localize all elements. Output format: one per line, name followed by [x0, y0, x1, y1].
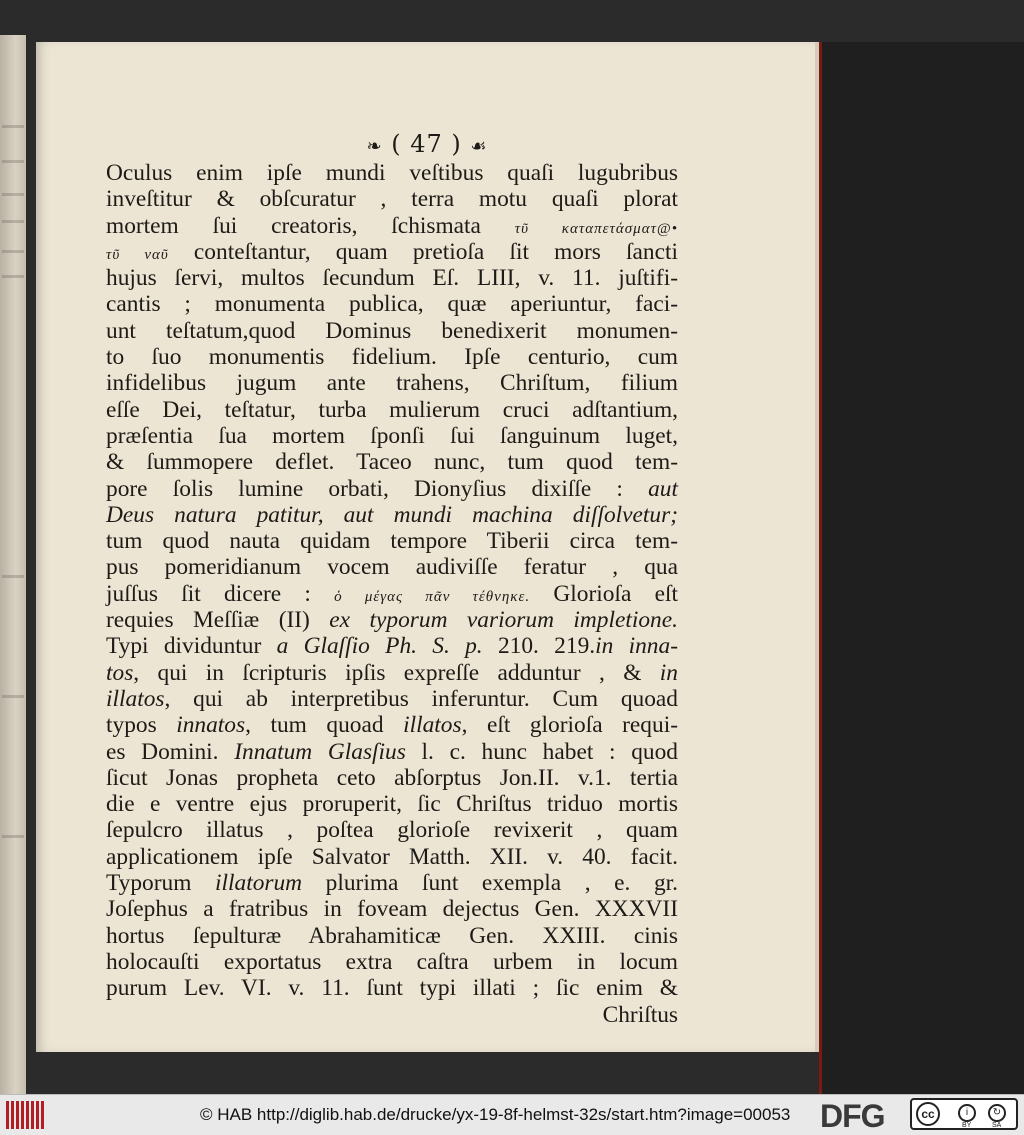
body-text	[106, 160, 678, 1028]
cc-license-badge[interactable]	[910, 1098, 1018, 1130]
by-label: BY	[962, 1122, 972, 1129]
text-line	[106, 476, 678, 502]
source-link[interactable]: © HAB http://diglib.hab.de/drucke/yx-19-8f-helmst-32s/start.htm?image=00053	[200, 1105, 791, 1124]
text-segment: , eſt glorioſa requi-	[461, 712, 678, 739]
text-line	[106, 581, 678, 607]
text-segment: conteſtantur, quam pretioſa ſit mors ſancti	[193, 238, 679, 265]
bleed-through-mark	[2, 275, 24, 278]
text-segment: plurima ſunt exempla , e. gr.	[325, 870, 678, 897]
bleed-through-mark	[2, 160, 24, 163]
text-line: præſentia ſua mortem ſponſi ſui ſanguinum luget,	[106, 422, 678, 449]
page-number: ( 47 )	[391, 130, 462, 158]
text-line: ſepulcro illatus , poſtea glorioſe revixerit , quam	[106, 817, 678, 844]
text-segment: Typi dividuntur	[106, 633, 262, 660]
text-line: inveſtitur & obſcuratur , terra motu quaſi plorat	[106, 186, 678, 213]
bleed-through-mark	[2, 835, 24, 838]
dfg-logo: DFG	[820, 1098, 885, 1134]
text-line: ſicut Jonas propheta ceto abſorptus Jon.II. v.1. tertia	[106, 764, 678, 791]
footer-bar	[0, 1094, 1024, 1135]
bleed-through-mark	[2, 250, 24, 253]
greek-text: τῦ καταπετάσματ@•	[514, 220, 678, 237]
italic-text: illatorum	[215, 870, 303, 897]
bleed-through-mark	[2, 125, 24, 128]
text-line: unt teſtatum,quod Dominus benedixerit monumen-	[106, 317, 678, 344]
hab-logo-icon	[6, 1101, 44, 1129]
binding-background	[819, 42, 1024, 1094]
page-header	[36, 130, 818, 158]
text-segment: Glorioſa eſt	[553, 580, 678, 607]
bleed-through-mark	[2, 193, 24, 196]
text-line: Oculus enim ipſe mundi veſtibus quaſi lugubribus	[106, 160, 678, 186]
text-line	[106, 660, 678, 686]
text-segment: l. c. hunc habet : quod	[421, 738, 678, 765]
text-line: & ſummopere deflet. Taceo nunc, tum quod tem-	[106, 449, 678, 476]
text-line	[106, 870, 678, 896]
sa-label: SA	[992, 1122, 1002, 1129]
text-line: eſſe Dei, teſtatur, turba mulierum cruci adſtantium,	[106, 396, 678, 423]
text-line: Deus natura patitur, aut mundi machina diſſolvetur;	[106, 501, 678, 528]
italic-text: a Glaſſio Ph. S. p.	[276, 633, 483, 660]
text-line	[106, 213, 678, 239]
by-icon: i	[958, 1104, 976, 1122]
italic-text: in inna-	[595, 633, 678, 660]
italic-text: innatos	[176, 712, 246, 739]
text-line: hortus ſepulturæ Abrahamiticæ Gen. XXIII. cinis	[106, 922, 678, 949]
cc-icon: cc	[916, 1102, 940, 1126]
bleed-through-mark	[2, 695, 24, 698]
ornament-left-icon: ❧	[366, 136, 383, 157]
ornament-right-icon: ☙	[470, 136, 488, 157]
italic-text: Innatum Glasſius	[234, 738, 406, 765]
greek-text: ὁ μέγας πᾶν τέθνηκε.	[334, 588, 531, 605]
text-line: purum Lev. VI. v. 11. ſunt typi illati ; ſic enim &	[106, 975, 678, 1002]
catchword: Chriſtus	[602, 1001, 678, 1028]
italic-text: illatos	[106, 685, 165, 712]
italic-text: ex typorum variorum impletione.	[329, 607, 678, 634]
previous-page-edge	[0, 35, 26, 1095]
text-line	[106, 739, 678, 765]
text-segment: juſſus ſit dicere :	[106, 580, 311, 607]
text-segment: Typorum	[106, 870, 192, 897]
text-line: applicationem ipſe Salvator Matth. XII. v. 40. facit.	[106, 843, 678, 870]
text-segment: es Domini.	[106, 738, 219, 765]
text-line: cantis ; monumenta publica, quæ aperiuntur, faci-	[106, 291, 678, 318]
text-line	[106, 633, 678, 659]
text-segment: requies Meſſiæ (II)	[106, 607, 310, 634]
text-segment: typos	[106, 712, 157, 739]
text-line: hujus ſervi, multos ſecundum Eſ. LIII, v. 11. juſtifi-	[106, 265, 678, 292]
text-line: die e ventre ejus proruperit, ſic Chriſtus triduo mortis	[106, 791, 678, 818]
text-segment: pore ſolis lumine orbati, Dionyſius dixiſſe :	[106, 475, 623, 502]
greek-text: τῦ ναῦ	[106, 246, 169, 263]
text-line	[106, 239, 678, 265]
text-segment: , qui ab interpretibus inferuntur. Cum quoad	[164, 685, 678, 712]
text-line: holocauſti exportatus extra caſtra urbem in locum	[106, 948, 678, 975]
text-line: infidelibus jugum ante trahens, Chriſtum, filium	[106, 370, 678, 397]
text-segment: 210. 219.	[497, 633, 596, 660]
bleed-through-mark	[2, 575, 24, 578]
italic-text: in	[659, 659, 678, 686]
text-line	[106, 607, 678, 633]
italic-text: aut	[648, 475, 678, 502]
italic-text: illatos	[403, 712, 462, 739]
sa-icon: ↻	[988, 1104, 1006, 1122]
text-segment: , qui in ſcripturis ipſis expreſſe adduntur , &	[133, 659, 642, 686]
book-page	[36, 42, 818, 1052]
text-line: pus pomeridianum vocem audiviſſe feratur , qua	[106, 554, 678, 581]
text-line	[106, 686, 678, 712]
bleed-through-mark	[2, 220, 24, 223]
text-line: to ſuo monumentis fidelium. Ipſe centurio, cum	[106, 344, 678, 371]
text-segment: mortem ſui creatoris, ſchismata	[106, 212, 481, 239]
text-line: Joſephus a fratribus in foveam dejectus Gen. XXXVII	[106, 896, 678, 923]
text-line: tum quod nauta quidam tempore Tiberii circa tem-	[106, 528, 678, 555]
text-segment: , tum quoad	[245, 712, 384, 739]
italic-text: tos	[106, 659, 134, 686]
text-line	[106, 712, 678, 738]
